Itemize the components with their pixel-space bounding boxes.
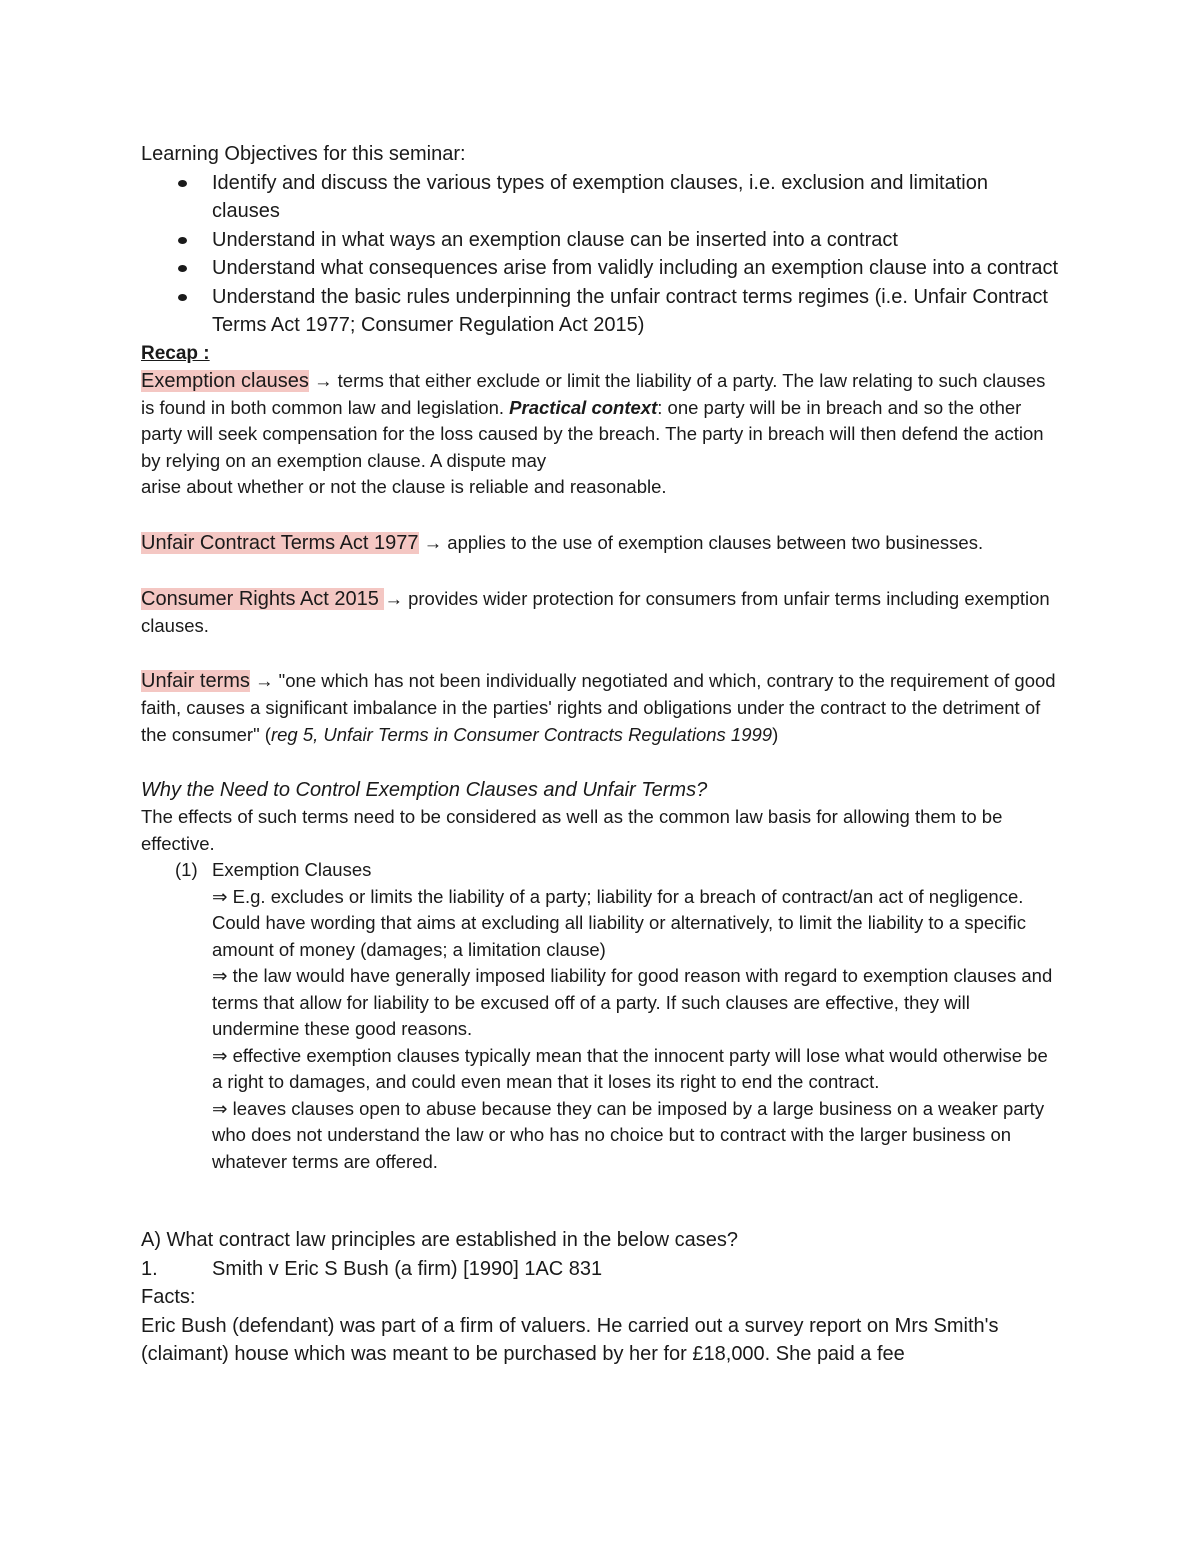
unfair-terms-term: Unfair terms: [141, 670, 250, 692]
list-item: Understand the basic rules underpinning the unfair contract terms regimes (i.e. Unfair Contract Terms Act 1977; Consumer Regulation Act 2015): [141, 283, 1061, 340]
list-item: ⇒ the law would have generally imposed liability for good reason with regard to exemption clauses and terms that allow for liability to be excused off of a party. If such clauses are effective, they will undermine these good reasons.: [212, 965, 1053, 1039]
facts-label: Facts:: [141, 1286, 196, 1308]
item-number: (1): [175, 859, 198, 880]
case-title: Smith v Eric S Bush (a firm) [1990] 1AC 831: [212, 1257, 603, 1280]
regulation-citation: reg 5, Unfair Terms in Consumer Contracts Regulations 1999: [270, 723, 773, 745]
why-intro: The effects of such terms need to be considered as well as the common law basis for allowing them to be effective.: [141, 806, 1003, 854]
case-heading: [141, 1255, 1061, 1284]
list-item: ⇒ E.g. excludes or limits the liability of a party; liability for a breach of contract/an act of negligence. Could have wording that aims at excluding all liability or alternatively, to limit the liability to a specific amount of money (damages; a limitation clause): [212, 885, 1027, 960]
practical-context-label: Practical context: [509, 396, 658, 418]
cases-question: A) What contract law principles are established in the below cases?: [141, 1229, 738, 1251]
list-item: Understand in what ways an exemption clause can be inserted into a contract: [141, 226, 1061, 255]
ucta-term: Unfair Contract Terms Act 1977: [141, 531, 419, 554]
list-item: ⇒ effective exemption clauses typically mean that the innocent party will lose what would otherwise be a right to damages, and could even mean that it loses its right to end the contract.: [212, 1044, 1048, 1092]
bullet-icon: [178, 294, 187, 301]
cra-term: Consumer Rights Act 2015: [141, 587, 385, 610]
list-item: ⇒ leaves clauses open to abuse because they can be imposed by a large business on a weaker party who does not understand the law or who has no choice but to contract with the larger business on whatever terms are offered.: [212, 1097, 1045, 1172]
bullet-icon: [178, 180, 187, 187]
exemption-term: Exemption clauses: [141, 369, 309, 392]
case-number: 1.: [141, 1257, 158, 1280]
recap-heading: Recap :: [141, 342, 210, 364]
ucta-paragraph: Unfair Contract Terms Act 1977 → applies to the use of exemption clauses between two businesses.: [141, 531, 984, 554]
facts-text: Eric Bush (defendant) was part of a firm of valuers. He carried out a survey report on Mrs Smith's (claimant) house which was meant to be purchased by her for £18,000. She paid a fee: [141, 1314, 999, 1365]
list-item: Understand what consequences arise from validly including an exemption clause into a contract: [141, 254, 1061, 283]
objectives-list: [141, 169, 1061, 340]
item-title: Exemption Clauses: [212, 859, 372, 880]
list-item: Identify and discuss the various types of exemption clauses, i.e. exclusion and limitation clauses: [141, 169, 1061, 226]
document-page: [141, 140, 1061, 1369]
exemption-section: [141, 857, 1061, 1175]
objectives-heading: Learning Objectives for this seminar:: [141, 143, 466, 165]
exemption-paragraph: Exemption clauses → terms that either exclude or limit the liability of a party. The law relating to such clauses is found in both common law and legislation. Practical context: one party will be in breach and so the other party will seek compensation for the loss caused by the breach. The party in breach will then defend the action by relying on an exemption clause. A dispute may arise about whether or not the clause is reliable and reasonable.: [141, 369, 1046, 497]
cra-paragraph: Consumer Rights Act 2015 → provides wider protection for consumers from unfair terms including exemption clauses.: [141, 587, 1050, 636]
why-heading: Why the Need to Control Exemption Clauses and Unfair Terms?: [141, 779, 708, 801]
bullet-icon: [178, 265, 187, 272]
bullet-icon: [178, 237, 187, 244]
unfair-terms-paragraph: Unfair terms → "one which has not been individually negotiated and which, contrary to the requirement of good faith, causes a significant imbalance in the parties' rights and obligations under the contract to the detriment of the consumer" (reg 5, Unfair Terms in Consumer Contracts Regulations 1999): [141, 670, 1056, 745]
